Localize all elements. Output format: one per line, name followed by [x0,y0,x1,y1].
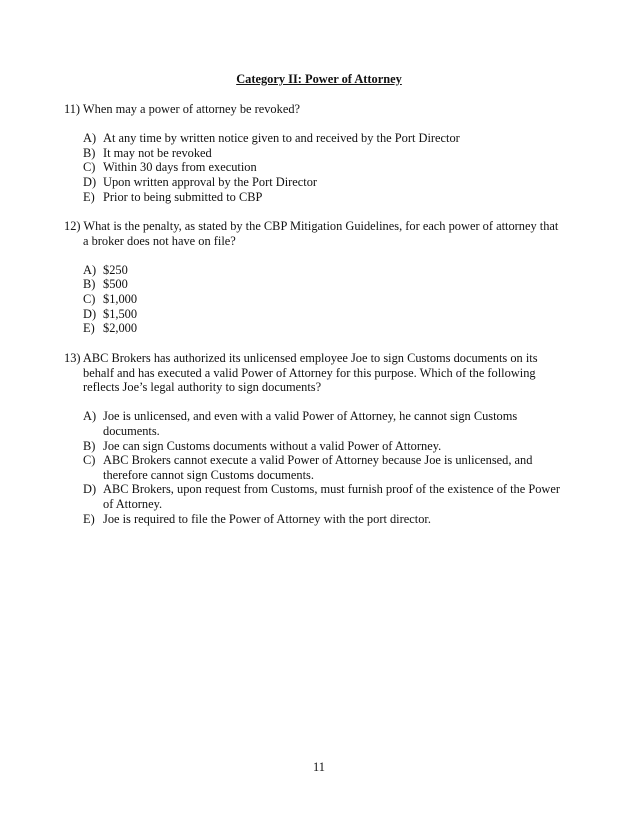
answer-option [83,277,564,292]
answer-options [64,409,564,526]
option-letter: D) [83,174,97,189]
question-text: 12) What is the penalty, as stated by the CBP Mitigation Guidelines, for each power of attorney that a broker does not have on file? [64,219,559,248]
question-text: 13) ABC Brokers has authorized its unlicensed employee Joe to sign Customs documents on its behalf and has executed a valid Power of Attorney for this purpose. Which of the following reflects Joe’s legal authority to sign documents? [64,351,538,395]
option-letter: D) [83,482,97,497]
option-letter: D) [83,306,97,321]
answer-option [83,439,564,454]
option-text: Prior to being submitted to CBP [103,189,263,204]
answer-option [83,307,564,322]
answer-option [83,175,564,190]
option-text: Joe can sign Customs documents without a valid Power of Attorney. [103,438,442,453]
option-letter: E) [83,189,95,204]
option-text: ABC Brokers cannot execute a valid Power of Attorney because Joe is unlicensed, and therefore cannot sign Customs documents. [103,453,533,482]
answer-option [83,321,564,336]
answer-option [83,131,564,146]
question-12 [64,219,564,336]
option-text: ABC Brokers, upon request from Customs, must furnish proof of the existence of the Power of Attorney. [103,482,561,511]
option-text: It may not be revoked [103,145,212,160]
option-text: $1,500 [103,306,138,321]
answer-option [83,190,564,205]
option-letter: B) [83,438,96,453]
option-text: $250 [103,262,128,277]
option-letter: C) [83,291,96,306]
answer-option [83,146,564,161]
option-text: $1,000 [103,291,138,306]
question-11 [64,102,564,204]
answer-option [83,482,564,511]
option-letter: E) [83,511,95,526]
answer-option [83,263,564,278]
option-text: At any time by written notice given to and received by the Port Director [103,131,460,146]
question-text: 11) When may a power of attorney be revoked? [64,102,301,116]
option-letter: A) [83,409,97,424]
answer-option [83,453,564,482]
option-text: Joe is required to file the Power of Attorney with the port director. [103,511,431,526]
answer-option [83,292,564,307]
option-text: Within 30 days from execution [103,160,257,175]
option-text: Upon written approval by the Port Director [103,174,318,189]
answer-options [64,131,564,204]
option-letter: B) [83,277,96,292]
option-letter: B) [83,145,96,160]
answer-option [83,160,564,175]
option-letter: E) [83,321,95,336]
question-13 [64,351,564,526]
answer-option [83,409,564,438]
option-letter: A) [83,262,97,277]
option-text: $500 [103,277,128,292]
option-letter: C) [83,160,96,175]
option-letter: C) [83,453,96,468]
page-title: Category II: Power of Attorney [236,72,402,86]
answer-option [83,512,564,527]
option-text: Joe is unlicensed, and even with a valid Power of Attorney, he cannot sign Customs documents. [103,409,518,438]
option-text: $2,000 [103,321,138,336]
page-number: 11 [313,760,325,774]
answer-options [64,263,564,336]
option-letter: A) [83,131,97,146]
